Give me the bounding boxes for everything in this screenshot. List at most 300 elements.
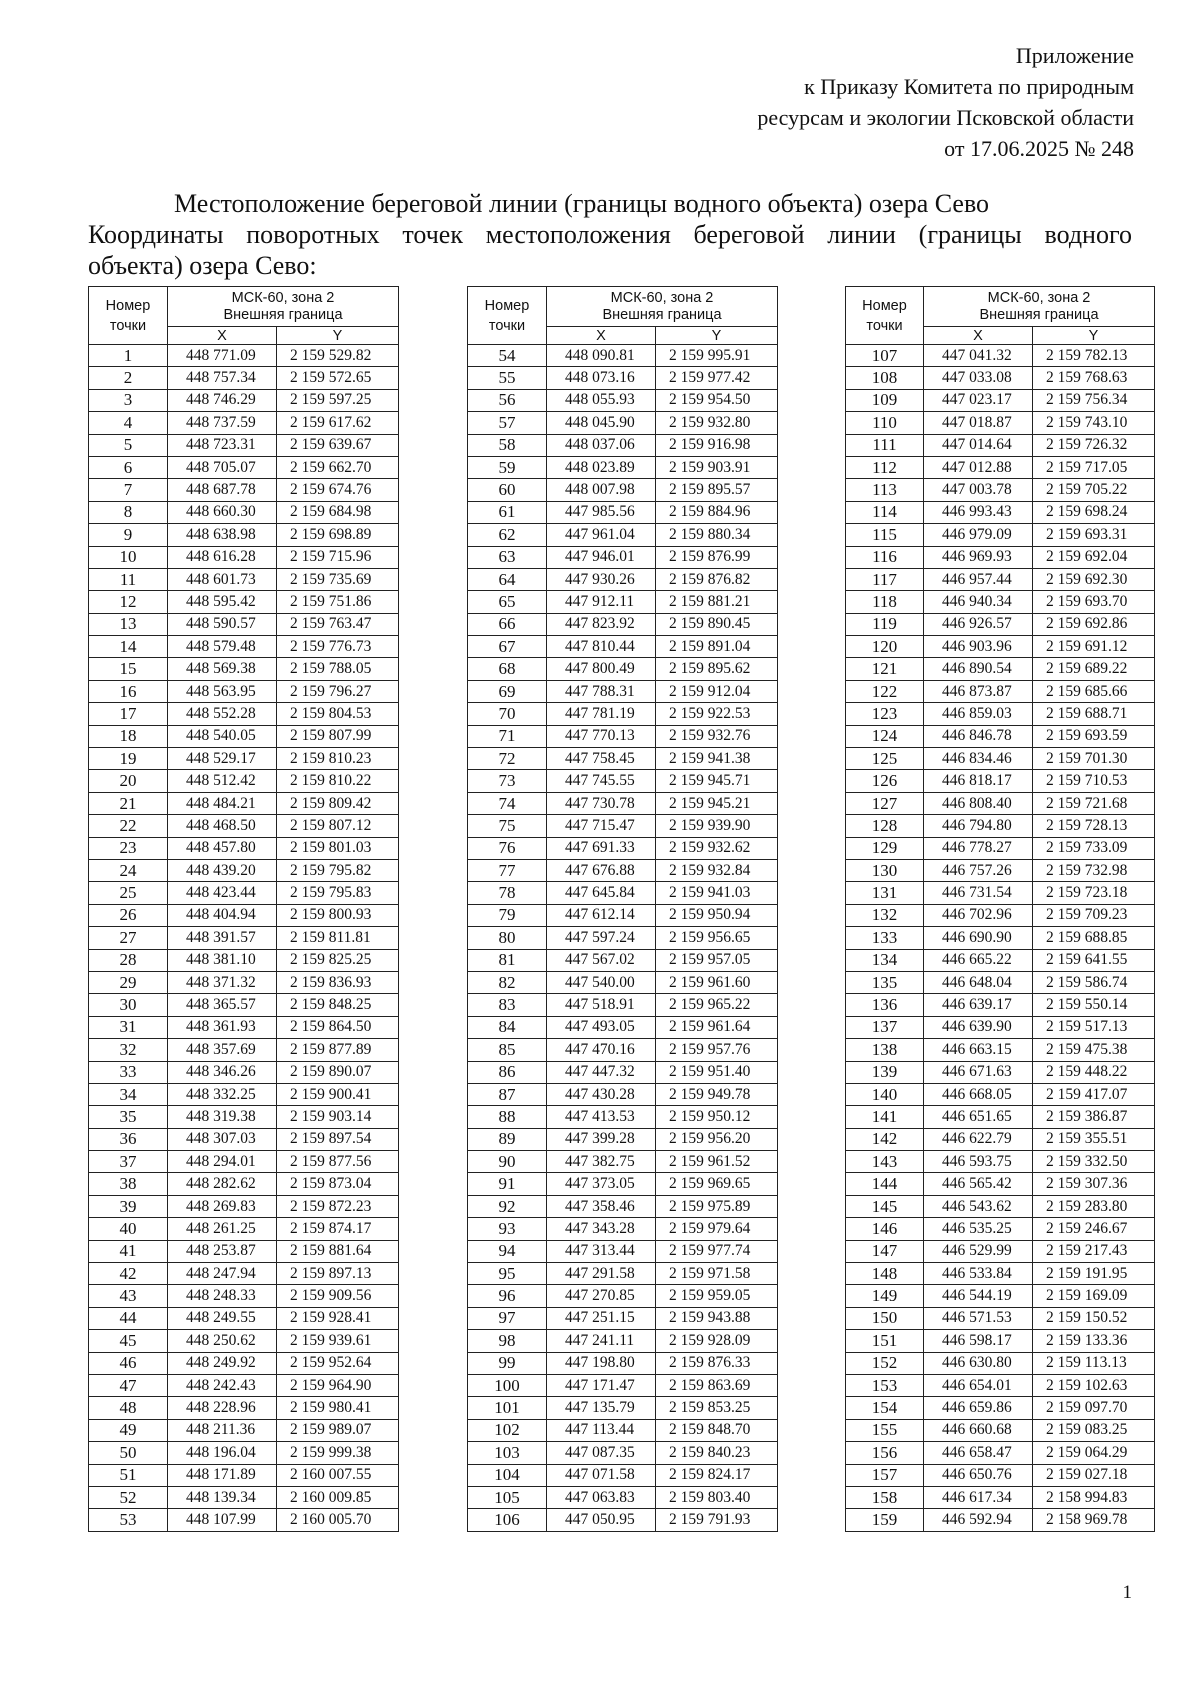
table-body <box>846 345 1155 1532</box>
y-coordinate-cell: 2 159 873.04 <box>277 1173 399 1195</box>
point-number-cell: 102 <box>468 1419 547 1441</box>
table-row <box>846 1352 1155 1374</box>
y-coordinate-cell: 2 159 691.12 <box>1033 636 1155 658</box>
table-row <box>468 949 778 971</box>
y-coordinate-cell: 2 159 684.98 <box>277 501 399 523</box>
y-coordinate-cell: 2 159 877.89 <box>277 1039 399 1061</box>
x-coordinate-cell: 446 592.94 <box>924 1509 1033 1531</box>
y-column-header: Y <box>1033 327 1155 345</box>
y-coordinate-cell: 2 159 956.65 <box>656 927 778 949</box>
x-coordinate-cell: 447 241.11 <box>547 1330 656 1352</box>
point-number-cell: 64 <box>468 568 547 590</box>
table-row <box>89 501 399 523</box>
x-column-header: X <box>547 327 656 345</box>
x-coordinate-cell: 448 540.05 <box>168 725 277 747</box>
table-row <box>468 412 778 434</box>
x-coordinate-cell: 447 113.44 <box>547 1419 656 1441</box>
y-coordinate-cell: 2 159 876.33 <box>656 1352 778 1374</box>
x-coordinate-cell: 448 269.83 <box>168 1195 277 1217</box>
point-number-cell: 125 <box>846 748 924 770</box>
y-coordinate-cell: 2 159 386.87 <box>1033 1106 1155 1128</box>
x-coordinate-cell: 447 430.28 <box>547 1083 656 1105</box>
x-coordinate-cell: 446 757.26 <box>924 859 1033 881</box>
y-coordinate-cell: 2 159 782.13 <box>1033 345 1155 367</box>
coordinates-table-1 <box>88 286 399 1532</box>
table-row <box>468 1240 778 1262</box>
table-row <box>468 1397 778 1419</box>
x-coordinate-cell: 448 371.32 <box>168 971 277 993</box>
point-number-cell: 81 <box>468 949 547 971</box>
point-number-cell: 138 <box>846 1039 924 1061</box>
x-coordinate-cell: 447 730.78 <box>547 792 656 814</box>
x-coordinate-cell: 447 014.64 <box>924 434 1033 456</box>
appendix-label: Приложение <box>1015 43 1134 68</box>
y-coordinate-cell: 2 159 246.67 <box>1033 1218 1155 1240</box>
y-coordinate-cell: 2 159 880.34 <box>656 524 778 546</box>
table-row <box>89 524 399 546</box>
table-row <box>846 1195 1155 1217</box>
table-row <box>468 994 778 1016</box>
point-number-cell: 82 <box>468 971 547 993</box>
point-number-cell: 111 <box>846 434 924 456</box>
table-row <box>468 434 778 456</box>
table-row <box>89 1039 399 1061</box>
y-coordinate-cell: 2 159 448.22 <box>1033 1061 1155 1083</box>
point-number-cell: 32 <box>89 1039 168 1061</box>
table-row <box>89 1240 399 1262</box>
y-coordinate-cell: 2 159 979.64 <box>656 1218 778 1240</box>
y-coordinate-cell: 2 159 641.55 <box>1033 949 1155 971</box>
table-row <box>89 546 399 568</box>
y-coordinate-cell: 2 159 791.93 <box>656 1509 778 1531</box>
x-coordinate-cell: 447 810.44 <box>547 636 656 658</box>
y-coordinate-cell: 2 159 952.64 <box>277 1352 399 1374</box>
y-coordinate-cell: 2 159 639.67 <box>277 434 399 456</box>
y-coordinate-cell: 2 159 848.25 <box>277 994 399 1016</box>
y-coordinate-cell: 2 159 836.93 <box>277 971 399 993</box>
point-number-cell: 112 <box>846 456 924 478</box>
y-coordinate-cell: 2 159 191.95 <box>1033 1263 1155 1285</box>
point-number-cell: 114 <box>846 501 924 523</box>
table-row <box>89 456 399 478</box>
table-row <box>846 815 1155 837</box>
y-coordinate-cell: 2 159 956.20 <box>656 1128 778 1150</box>
y-coordinate-cell: 2 159 941.38 <box>656 748 778 770</box>
point-number-cell: 143 <box>846 1151 924 1173</box>
point-number-cell: 126 <box>846 770 924 792</box>
point-number-cell: 158 <box>846 1486 924 1508</box>
x-coordinate-cell: 446 598.17 <box>924 1330 1033 1352</box>
x-coordinate-cell: 447 540.00 <box>547 971 656 993</box>
point-number-cell: 12 <box>89 591 168 613</box>
y-coordinate-cell: 2 159 949.78 <box>656 1083 778 1105</box>
x-coordinate-cell: 446 617.34 <box>924 1486 1033 1508</box>
y-coordinate-cell: 2 159 726.32 <box>1033 434 1155 456</box>
table-row <box>89 658 399 680</box>
table-row <box>468 546 778 568</box>
x-coordinate-cell: 446 834.46 <box>924 748 1033 770</box>
y-coordinate-cell: 2 159 939.61 <box>277 1330 399 1352</box>
y-coordinate-cell: 2 159 102.63 <box>1033 1374 1155 1396</box>
y-coordinate-cell: 2 159 928.09 <box>656 1330 778 1352</box>
point-number-cell: 33 <box>89 1061 168 1083</box>
x-coordinate-cell: 446 639.17 <box>924 994 1033 1016</box>
table-row <box>468 613 778 635</box>
table-row <box>89 1464 399 1486</box>
x-coordinate-cell: 448 055.93 <box>547 389 656 411</box>
table-row <box>846 367 1155 389</box>
y-coordinate-cell: 2 159 959.05 <box>656 1285 778 1307</box>
point-number-cell: 73 <box>468 770 547 792</box>
x-coordinate-cell: 448 037.06 <box>547 434 656 456</box>
x-coordinate-cell: 446 873.87 <box>924 680 1033 702</box>
point-number-cell: 63 <box>468 546 547 568</box>
point-number-cell: 10 <box>89 546 168 568</box>
table-row <box>89 882 399 904</box>
x-coordinate-cell: 447 788.31 <box>547 680 656 702</box>
table-row <box>89 1128 399 1150</box>
x-coordinate-cell: 447 645.84 <box>547 882 656 904</box>
x-coordinate-cell: 448 249.92 <box>168 1352 277 1374</box>
table-row <box>846 345 1155 367</box>
table-row <box>846 904 1155 926</box>
table-row <box>89 904 399 926</box>
x-coordinate-cell: 448 552.28 <box>168 703 277 725</box>
point-number-cell: 133 <box>846 927 924 949</box>
point-number-cell: 95 <box>468 1263 547 1285</box>
table-row <box>846 568 1155 590</box>
x-coordinate-cell: 447 071.58 <box>547 1464 656 1486</box>
table-row <box>846 546 1155 568</box>
x-column-header: X <box>168 327 277 345</box>
x-coordinate-cell: 448 319.38 <box>168 1106 277 1128</box>
x-coordinate-cell: 447 382.75 <box>547 1151 656 1173</box>
x-coordinate-cell: 447 930.26 <box>547 568 656 590</box>
x-coordinate-cell: 446 660.68 <box>924 1419 1033 1441</box>
point-number-cell: 46 <box>89 1352 168 1374</box>
y-column-header: Y <box>277 327 399 345</box>
x-coordinate-cell: 448 771.09 <box>168 345 277 367</box>
point-number-cell: 19 <box>89 748 168 770</box>
x-coordinate-cell: 447 343.28 <box>547 1218 656 1240</box>
table-row <box>846 1509 1155 1531</box>
x-coordinate-cell: 448 365.57 <box>168 994 277 1016</box>
x-coordinate-cell: 446 544.19 <box>924 1285 1033 1307</box>
table-row <box>89 1285 399 1307</box>
point-number-cell: 17 <box>89 703 168 725</box>
point-number-cell: 1 <box>89 345 168 367</box>
point-number-cell: 153 <box>846 1374 924 1396</box>
y-coordinate-cell: 2 159 900.41 <box>277 1083 399 1105</box>
y-coordinate-cell: 2 159 801.03 <box>277 837 399 859</box>
y-coordinate-cell: 2 159 698.24 <box>1033 501 1155 523</box>
order-reference-line1: к Приказу Комитета по природным <box>804 74 1134 99</box>
y-coordinate-cell: 2 159 975.89 <box>656 1195 778 1217</box>
point-number-cell: 54 <box>468 345 547 367</box>
x-coordinate-cell: 446 903.96 <box>924 636 1033 658</box>
title-line-2: Координаты поворотных точек местоположения береговой линии (границы водного <box>88 220 1132 249</box>
point-number-cell: 155 <box>846 1419 924 1441</box>
y-coordinate-cell: 2 159 795.82 <box>277 859 399 881</box>
point-number-cell: 85 <box>468 1039 547 1061</box>
table-row <box>846 1285 1155 1307</box>
point-number-cell: 31 <box>89 1016 168 1038</box>
x-coordinate-cell: 448 247.94 <box>168 1263 277 1285</box>
point-number-cell: 107 <box>846 345 924 367</box>
y-coordinate-cell: 2 159 550.14 <box>1033 994 1155 1016</box>
point-number-cell: 108 <box>846 367 924 389</box>
point-number-cell: 39 <box>89 1195 168 1217</box>
x-coordinate-cell: 447 691.33 <box>547 837 656 859</box>
y-coordinate-cell: 2 159 743.10 <box>1033 412 1155 434</box>
point-number-cell: 130 <box>846 859 924 881</box>
x-coordinate-cell: 448 468.50 <box>168 815 277 837</box>
table-row <box>846 1061 1155 1083</box>
y-coordinate-cell: 2 159 999.38 <box>277 1442 399 1464</box>
x-coordinate-cell: 446 957.44 <box>924 568 1033 590</box>
table-row <box>89 367 399 389</box>
y-coordinate-cell: 2 159 572.65 <box>277 367 399 389</box>
point-number-cell: 87 <box>468 1083 547 1105</box>
point-number-header: Номер точки <box>468 287 547 345</box>
y-coordinate-cell: 2 159 945.71 <box>656 770 778 792</box>
point-number-cell: 120 <box>846 636 924 658</box>
x-coordinate-cell: 446 690.90 <box>924 927 1033 949</box>
point-number-cell: 99 <box>468 1352 547 1374</box>
y-coordinate-cell: 2 159 617.62 <box>277 412 399 434</box>
point-number-cell: 14 <box>89 636 168 658</box>
x-coordinate-cell: 446 622.79 <box>924 1128 1033 1150</box>
point-number-cell: 60 <box>468 479 547 501</box>
x-coordinate-cell: 446 658.47 <box>924 1442 1033 1464</box>
point-number-cell: 70 <box>468 703 547 725</box>
table-row <box>89 1352 399 1374</box>
point-number-cell: 38 <box>89 1173 168 1195</box>
y-coordinate-cell: 2 159 688.85 <box>1033 927 1155 949</box>
table-row <box>468 367 778 389</box>
point-number-cell: 48 <box>89 1397 168 1419</box>
table-row <box>846 613 1155 635</box>
table-row <box>89 1486 399 1508</box>
table-row <box>846 1397 1155 1419</box>
x-coordinate-cell: 446 993.43 <box>924 501 1033 523</box>
point-number-cell: 100 <box>468 1374 547 1396</box>
point-number-cell: 159 <box>846 1509 924 1531</box>
x-coordinate-cell: 448 687.78 <box>168 479 277 501</box>
y-coordinate-cell: 2 159 721.68 <box>1033 792 1155 814</box>
point-number-cell: 157 <box>846 1464 924 1486</box>
point-number-cell: 139 <box>846 1061 924 1083</box>
y-coordinate-cell: 2 160 007.55 <box>277 1464 399 1486</box>
table-row <box>468 389 778 411</box>
x-column-header: X <box>924 327 1033 345</box>
x-coordinate-cell: 447 597.24 <box>547 927 656 949</box>
point-number-cell: 136 <box>846 994 924 1016</box>
x-coordinate-cell: 447 003.78 <box>924 479 1033 501</box>
table-row <box>846 1464 1155 1486</box>
y-coordinate-cell: 2 159 881.64 <box>277 1240 399 1262</box>
y-coordinate-cell: 2 159 943.88 <box>656 1307 778 1329</box>
x-coordinate-cell: 447 171.47 <box>547 1374 656 1396</box>
table-row <box>846 412 1155 434</box>
table-row <box>89 613 399 635</box>
y-coordinate-cell: 2 160 005.70 <box>277 1509 399 1531</box>
x-coordinate-cell: 446 979.09 <box>924 524 1033 546</box>
y-coordinate-cell: 2 159 897.54 <box>277 1128 399 1150</box>
point-number-cell: 58 <box>468 434 547 456</box>
x-coordinate-cell: 447 676.88 <box>547 859 656 881</box>
y-coordinate-cell: 2 159 971.58 <box>656 1263 778 1285</box>
y-coordinate-cell: 2 159 961.64 <box>656 1016 778 1038</box>
y-coordinate-cell: 2 159 475.38 <box>1033 1039 1155 1061</box>
point-number-cell: 4 <box>89 412 168 434</box>
table-row <box>846 1330 1155 1352</box>
point-number-cell: 18 <box>89 725 168 747</box>
y-coordinate-cell: 2 159 307.36 <box>1033 1173 1155 1195</box>
point-number-cell: 142 <box>846 1128 924 1150</box>
x-coordinate-cell: 447 493.05 <box>547 1016 656 1038</box>
point-number-cell: 13 <box>89 613 168 635</box>
point-number-cell: 27 <box>89 927 168 949</box>
table-row <box>468 345 778 367</box>
point-number-cell: 154 <box>846 1397 924 1419</box>
point-number-cell: 42 <box>89 1263 168 1285</box>
y-coordinate-cell: 2 159 796.27 <box>277 680 399 702</box>
table-row <box>468 479 778 501</box>
y-coordinate-cell: 2 159 804.53 <box>277 703 399 725</box>
table-row <box>846 456 1155 478</box>
table-row <box>89 1061 399 1083</box>
x-coordinate-cell: 446 648.04 <box>924 971 1033 993</box>
point-number-cell: 121 <box>846 658 924 680</box>
point-number-cell: 116 <box>846 546 924 568</box>
table-row <box>89 1016 399 1038</box>
y-coordinate-cell: 2 159 876.82 <box>656 568 778 590</box>
point-number-cell: 30 <box>89 994 168 1016</box>
point-number-cell: 34 <box>89 1083 168 1105</box>
y-coordinate-cell: 2 159 824.17 <box>656 1464 778 1486</box>
table-row <box>468 1083 778 1105</box>
table-row <box>89 770 399 792</box>
point-number-cell: 5 <box>89 434 168 456</box>
x-coordinate-cell: 447 033.08 <box>924 367 1033 389</box>
document-title <box>88 188 1132 281</box>
point-number-cell: 79 <box>468 904 547 926</box>
coordinates-table-2 <box>467 286 778 1532</box>
table-row <box>468 859 778 881</box>
x-coordinate-cell: 446 639.90 <box>924 1016 1033 1038</box>
table-row <box>89 1374 399 1396</box>
point-number-cell: 51 <box>89 1464 168 1486</box>
y-coordinate-cell: 2 159 283.80 <box>1033 1195 1155 1217</box>
point-number-cell: 145 <box>846 1195 924 1217</box>
table-row <box>846 994 1155 1016</box>
x-coordinate-cell: 447 781.19 <box>547 703 656 725</box>
table-row <box>89 837 399 859</box>
table-row <box>846 479 1155 501</box>
y-coordinate-cell: 2 159 932.62 <box>656 837 778 859</box>
point-number-cell: 122 <box>846 680 924 702</box>
point-number-cell: 84 <box>468 1016 547 1038</box>
point-number-cell: 22 <box>89 815 168 837</box>
x-coordinate-cell: 447 745.55 <box>547 770 656 792</box>
table-row <box>846 501 1155 523</box>
table-row <box>89 412 399 434</box>
y-coordinate-cell: 2 159 693.31 <box>1033 524 1155 546</box>
x-coordinate-cell: 448 563.95 <box>168 680 277 702</box>
x-coordinate-cell: 448 139.34 <box>168 1486 277 1508</box>
y-coordinate-cell: 2 159 728.13 <box>1033 815 1155 837</box>
point-number-cell: 135 <box>846 971 924 993</box>
x-coordinate-cell: 448 638.98 <box>168 524 277 546</box>
x-coordinate-cell: 448 723.31 <box>168 434 277 456</box>
x-coordinate-cell: 447 447.32 <box>547 1061 656 1083</box>
title-line-1: Местоположение береговой линии (границы водного объекта) озера Сево <box>174 189 990 218</box>
table-row <box>468 1195 778 1217</box>
x-coordinate-cell: 448 250.62 <box>168 1330 277 1352</box>
point-number-cell: 68 <box>468 658 547 680</box>
point-number-cell: 146 <box>846 1218 924 1240</box>
point-number-cell: 144 <box>846 1173 924 1195</box>
point-number-cell: 141 <box>846 1106 924 1128</box>
table-row <box>89 1083 399 1105</box>
x-coordinate-cell: 448 294.01 <box>168 1151 277 1173</box>
x-coordinate-cell: 448 357.69 <box>168 1039 277 1061</box>
y-coordinate-cell: 2 159 417.07 <box>1033 1083 1155 1105</box>
point-number-cell: 150 <box>846 1307 924 1329</box>
table-row <box>468 1374 778 1396</box>
x-coordinate-cell: 448 228.96 <box>168 1397 277 1419</box>
x-coordinate-cell: 448 569.38 <box>168 658 277 680</box>
x-coordinate-cell: 448 090.81 <box>547 345 656 367</box>
y-coordinate-cell: 2 159 810.22 <box>277 770 399 792</box>
x-coordinate-cell: 446 654.01 <box>924 1374 1033 1396</box>
table-row <box>89 591 399 613</box>
point-number-cell: 3 <box>89 389 168 411</box>
point-number-cell: 128 <box>846 815 924 837</box>
point-number-cell: 129 <box>846 837 924 859</box>
y-coordinate-cell: 2 159 848.70 <box>656 1419 778 1441</box>
y-coordinate-cell: 2 159 853.25 <box>656 1397 778 1419</box>
table-row <box>468 524 778 546</box>
point-number-cell: 37 <box>89 1151 168 1173</box>
x-coordinate-cell: 446 535.25 <box>924 1218 1033 1240</box>
x-coordinate-cell: 448 045.90 <box>547 412 656 434</box>
x-coordinate-cell: 448 282.62 <box>168 1173 277 1195</box>
y-coordinate-cell: 2 159 877.56 <box>277 1151 399 1173</box>
table-row <box>468 882 778 904</box>
y-coordinate-cell: 2 159 027.18 <box>1033 1464 1155 1486</box>
point-number-header: Номер точки <box>846 287 924 345</box>
table-row <box>846 1374 1155 1396</box>
point-number-cell: 52 <box>89 1486 168 1508</box>
x-coordinate-cell: 447 373.05 <box>547 1173 656 1195</box>
point-number-header: Номер точки <box>89 287 168 345</box>
table-row <box>846 1083 1155 1105</box>
x-coordinate-cell: 448 404.94 <box>168 904 277 926</box>
x-coordinate-cell: 448 737.59 <box>168 412 277 434</box>
y-coordinate-cell: 2 159 977.42 <box>656 367 778 389</box>
table-row <box>846 591 1155 613</box>
table-row <box>468 1173 778 1195</box>
point-number-cell: 67 <box>468 636 547 658</box>
point-number-cell: 117 <box>846 568 924 590</box>
table-row <box>468 1106 778 1128</box>
y-coordinate-cell: 2 159 529.82 <box>277 345 399 367</box>
x-coordinate-cell: 448 381.10 <box>168 949 277 971</box>
x-coordinate-cell: 446 702.96 <box>924 904 1033 926</box>
point-number-cell: 71 <box>468 725 547 747</box>
